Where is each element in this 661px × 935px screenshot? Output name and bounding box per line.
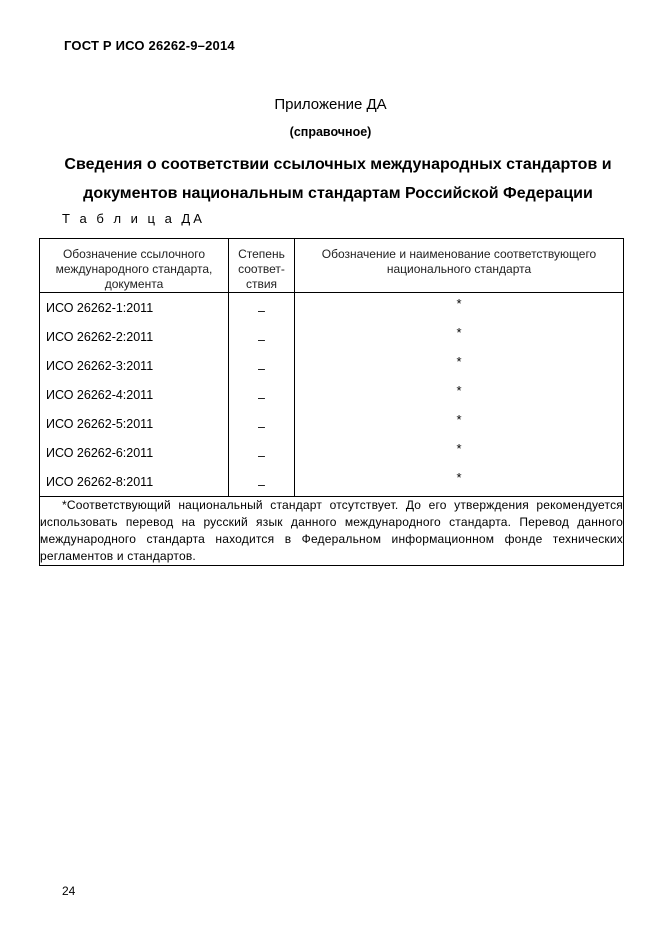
document-header: ГОСТ Р ИСО 26262-9–2014 (64, 38, 235, 53)
cell-code: ИСО 26262-1:2011 (40, 293, 229, 323)
cell-code: ИСО 26262-3:2011 (40, 351, 229, 380)
table-row (40, 467, 624, 497)
table-row (40, 293, 624, 323)
cell-code: ИСО 26262-8:2011 (40, 467, 229, 497)
footnote-row (40, 497, 624, 566)
column-header-degree: Степень соответ-ствия (229, 239, 295, 293)
section-heading: Сведения о соответствии ссылочных международных стандартов и документов национальным стандартам Российской Федерации (64, 156, 612, 202)
cell-code: ИСО 26262-2:2011 (40, 322, 229, 351)
table-row (40, 351, 624, 380)
column-header-code: Обозначение ссылочного международного стандарта, документа (40, 239, 229, 293)
cell-national: * (295, 380, 624, 409)
cell-degree: – (229, 293, 295, 323)
page-number: 24 (62, 884, 76, 898)
table-row (40, 438, 624, 467)
table-footnote: *Соответствующий национальный стандарт отсутствует. До его утверждения рекомендуется использовать перевод на русский язык данного международного стандарта. Перевод данного международного стандарта находится в Федеральном информационном фонде технических регламентов и стандартов. (40, 497, 624, 566)
table-row (40, 380, 624, 409)
cell-national: * (295, 467, 624, 497)
cell-code: ИСО 26262-5:2011 (40, 409, 229, 438)
column-header-national: Обозначение и наименование соответствующего национального стандарта (295, 239, 624, 293)
cell-national: * (295, 409, 624, 438)
annex-subtitle: (справочное) (289, 125, 372, 139)
cell-degree: – (229, 351, 295, 380)
annex-title: Приложение ДА (274, 96, 387, 113)
correspondence-table (39, 238, 624, 566)
table-row (40, 409, 624, 438)
table-caption: Т а б л и ц а ДА (62, 211, 205, 226)
cell-code: ИСО 26262-6:2011 (40, 438, 229, 467)
table-header-row (40, 239, 624, 293)
cell-degree: – (229, 467, 295, 497)
cell-national: * (295, 293, 624, 323)
table-row (40, 322, 624, 351)
cell-degree: – (229, 322, 295, 351)
cell-national: * (295, 351, 624, 380)
cell-degree: – (229, 380, 295, 409)
cell-degree: – (229, 438, 295, 467)
cell-code: ИСО 26262-4:2011 (40, 380, 229, 409)
cell-national: * (295, 322, 624, 351)
cell-national: * (295, 438, 624, 467)
cell-degree: – (229, 409, 295, 438)
